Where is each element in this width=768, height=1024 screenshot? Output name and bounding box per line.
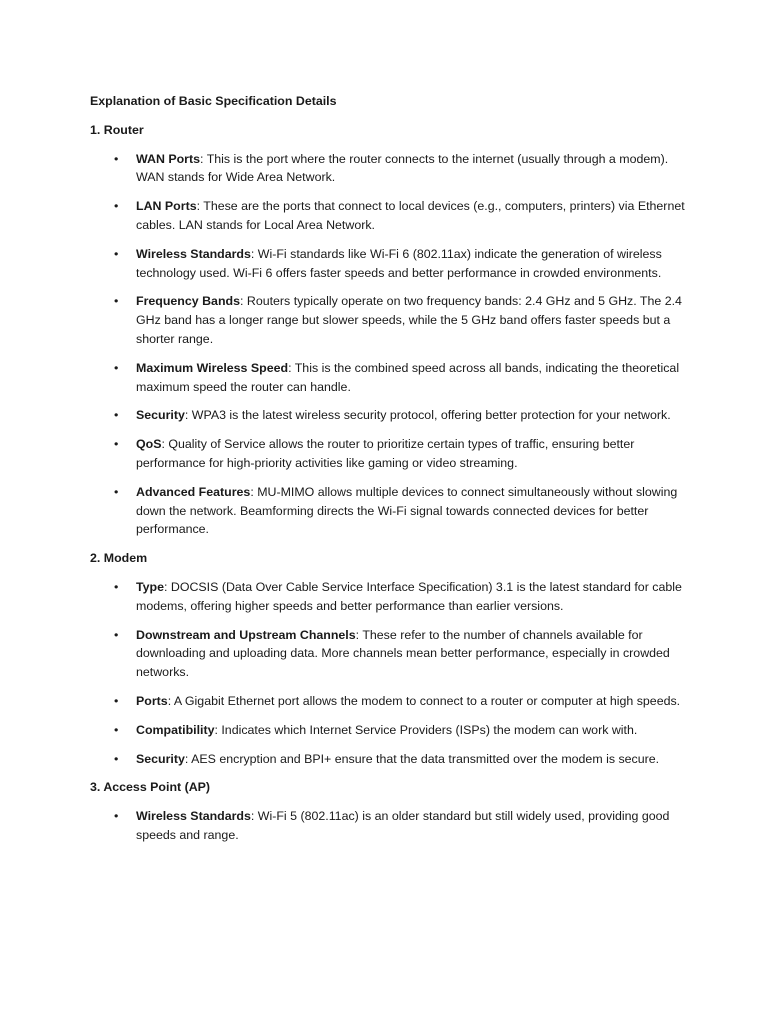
bullet-icon: • (114, 627, 119, 642)
list-item (90, 692, 690, 711)
bullet-icon: • (114, 246, 119, 261)
spec-term: Ports (136, 693, 168, 708)
spec-description: : Routers typically operate on two frequency bands: 2.4 GHz and 5 GHz. The 2.4 GHz band has a longer range but slower speeds, while the 5 GHz band offers faster speeds but a shorter range. (136, 294, 682, 346)
spec-description: : AES encryption and BPI+ ensure that the data transmitted over the modem is secure. (184, 751, 660, 766)
bullet-icon: • (114, 579, 119, 594)
spec-term: Security (136, 408, 185, 423)
spec-description: : Quality of Service allows the router to prioritize certain types of traffic, ensuring better performance for high-priority activities like gaming or video streaming. (136, 437, 635, 470)
router-spec-list (90, 150, 690, 540)
document-body (90, 92, 690, 855)
list-item (90, 245, 690, 283)
bullet-icon: • (114, 809, 119, 824)
modem-spec-list (90, 578, 690, 768)
bullet-icon: • (114, 360, 119, 375)
spec-term: Advanced Features (136, 484, 251, 499)
list-item (90, 807, 690, 845)
document-title: Explanation of Basic Specification Details (90, 94, 337, 108)
spec-term: Downstream and Upstream Channels (136, 627, 356, 642)
spec-description: : MU-MIMO allows multiple devices to connect simultaneously without slowing down the network. Beamforming directs the Wi-Fi signal towards connected devices for better performance. (136, 484, 678, 537)
list-item (90, 626, 690, 682)
spec-term: Maximum Wireless Speed (136, 360, 289, 375)
spec-description: : These are the ports that connect to local devices (e.g., computers, printers) via Ethernet cables. LAN stands for Local Area Network. (136, 199, 685, 232)
spec-term: QoS (136, 437, 162, 452)
spec-term: Security (136, 751, 185, 766)
spec-term: Compatibility (136, 722, 215, 737)
list-item (90, 292, 690, 348)
spec-term: Wireless Standards (136, 246, 251, 261)
bullet-icon: • (114, 751, 119, 766)
list-item (90, 197, 690, 235)
spec-description: : Wi-Fi standards like Wi-Fi 6 (802.11ax) indicate the generation of wireless technology used. Wi-Fi 6 offers faster speeds and better performance in crowded environments. (136, 246, 662, 280)
bullet-icon: • (114, 722, 119, 737)
section-heading-access-point: 3. Access Point (AP) (90, 780, 211, 795)
section-heading-router: 1. Router (90, 122, 144, 137)
list-item (90, 359, 690, 397)
spec-term: Wireless Standards (136, 809, 251, 824)
spec-term: Type (136, 579, 164, 594)
spec-term: Frequency Bands (136, 294, 240, 309)
list-item (90, 483, 690, 539)
bullet-icon: • (114, 693, 119, 708)
bullet-icon: • (114, 408, 119, 423)
spec-description: : A Gigabit Ethernet port allows the modem to connect to a router or computer at high speeds. (167, 693, 681, 708)
spec-term: LAN Ports (136, 199, 197, 214)
list-item (90, 721, 690, 740)
bullet-icon: • (114, 151, 119, 166)
list-item (90, 435, 690, 473)
section-heading-modem: 2. Modem (90, 551, 148, 566)
spec-description: : These refer to the number of channels available for downloading and uploading data. More channels mean better performance, especially in crowded networks. (136, 627, 670, 680)
spec-description: : This is the port where the router connects to the internet (usually through a modem). WAN stands for Wide Area Network. (136, 151, 669, 185)
spec-description: : This is the combined speed across all bands, indicating the theoretical maximum speed the router can handle. (136, 360, 680, 394)
spec-description: : DOCSIS (Data Over Cable Service Interface Specification) 3.1 is the latest standard for cable modems, offering higher speeds and better performance than earlier versions. (136, 579, 682, 613)
spec-description: : Indicates which Internet Service Providers (ISPs) the modem can work with. (214, 722, 638, 737)
list-item (90, 406, 690, 425)
list-item (90, 750, 690, 769)
spec-description: : Wi-Fi 5 (802.11ac) is an older standard but still widely used, providing good speeds and range. (136, 809, 670, 842)
access-point-spec-list (90, 807, 690, 845)
bullet-icon: • (114, 484, 119, 499)
spec-term: WAN Ports (136, 151, 201, 166)
spec-description: : WPA3 is the latest wireless security protocol, offering better protection for your network. (184, 408, 671, 423)
list-item (90, 578, 690, 616)
bullet-icon: • (114, 437, 119, 452)
bullet-icon: • (114, 199, 119, 214)
bullet-icon: • (114, 294, 119, 309)
list-item (90, 150, 690, 188)
